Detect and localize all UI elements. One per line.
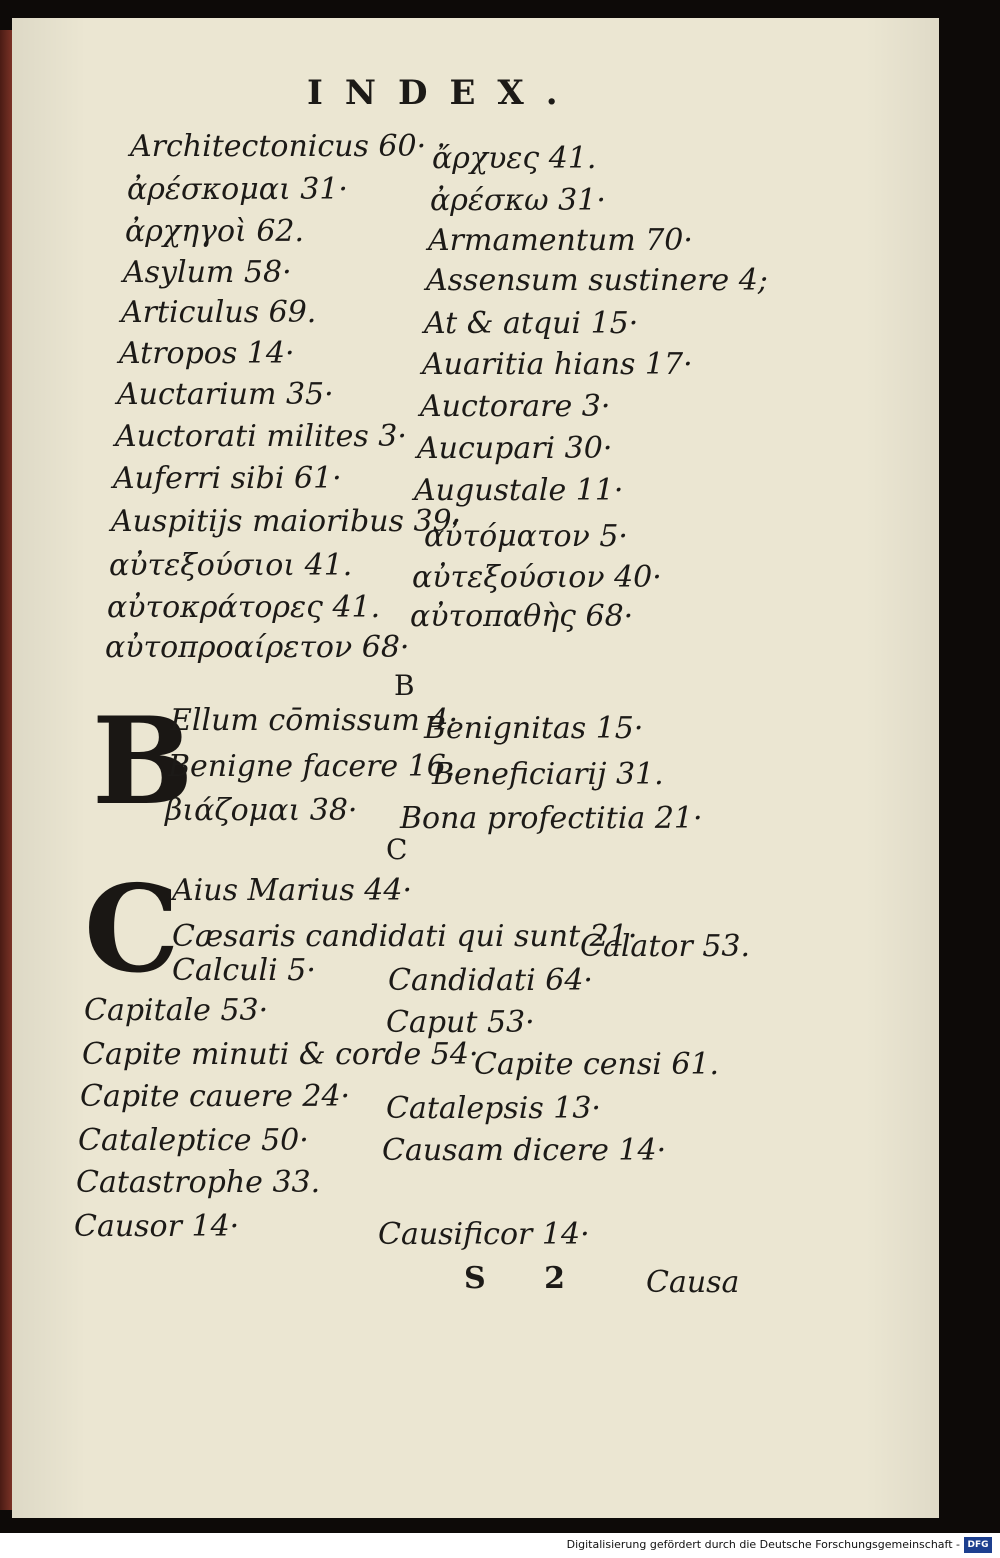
index-entry: αὐτοκράτορες 41. <box>107 590 381 625</box>
credit-text: Digitalisierung gefördert durch die Deutsche Forschungsgemeinschaft - <box>566 1538 960 1551</box>
index-entry: Capite censi 61. <box>474 1047 720 1082</box>
index-entry: Cæsaris candidati qui sunt 21· <box>172 919 638 954</box>
section-letter-b: B <box>394 669 415 702</box>
index-entry: Causificor 14· <box>378 1217 590 1252</box>
index-entry: Benignitas 15· <box>424 711 644 746</box>
index-entry: Bona profectitia 21· <box>400 801 703 836</box>
index-entry: Aucupari 30· <box>417 431 613 466</box>
section-letter-c: C <box>386 833 408 866</box>
index-entry: Causor 14· <box>74 1209 240 1244</box>
index-entry: Auctorare 3· <box>420 389 611 424</box>
index-entry: Articulus 69. <box>121 295 317 330</box>
index-entry: ἄρχυες 41. <box>432 141 597 176</box>
index-entry: ἀρέσκομαι 31· <box>127 172 348 207</box>
index-entry: Atropos 14· <box>119 336 295 371</box>
digitization-footer <box>0 1533 1000 1558</box>
index-entry: αὐτοπροαίρετον 68· <box>105 630 410 665</box>
index-entry: Caput 53· <box>386 1005 535 1040</box>
index-entry: Auctorati milites 3· <box>115 419 407 454</box>
index-entry: αὐτεξούσιοι 41. <box>109 548 353 583</box>
page-title: INDEX. <box>307 73 580 113</box>
index-entry: Armamentum 70· <box>428 223 693 258</box>
index-entry: αὐτοπαθὴς 68· <box>410 599 634 634</box>
index-entry: Ellum cōmissum 4· <box>170 703 459 738</box>
book-binding-edge <box>0 30 12 1510</box>
index-entry: Capite minuti & corde 54· <box>82 1037 479 1072</box>
index-entry: Calculi 5· <box>172 953 316 988</box>
index-entry: αὐτόματον 5· <box>424 519 628 554</box>
index-entry: αὐτεξούσιον 40· <box>412 560 662 595</box>
index-entry: Candidati 64· <box>388 963 593 998</box>
index-entry: ἀρχηγοὶ 62. <box>125 214 305 249</box>
index-entry: Catalepsis 13· <box>386 1091 601 1126</box>
index-entry: Augustale 11· <box>414 473 624 508</box>
drop-cap-b: B <box>92 691 194 832</box>
signature-mark: S 2 <box>464 1261 565 1296</box>
index-entry: Calator 53. <box>580 929 751 964</box>
index-entry: Architectonicus 60· <box>130 129 427 164</box>
index-entry: Beneficiarij 31. <box>432 757 664 792</box>
index-entry: Auctarium 35· <box>117 377 334 412</box>
index-entry: Asylum 58· <box>123 255 292 290</box>
index-entry: Aius Marius 44· <box>172 873 413 908</box>
index-entry: Capitale 53· <box>84 993 269 1028</box>
book-page <box>12 18 939 1518</box>
index-entry: Causam dicere 14· <box>382 1133 667 1168</box>
catchword: Causa <box>646 1265 740 1300</box>
index-entry: Catastrophe 33. <box>76 1165 321 1200</box>
index-entry: Benigne facere 16. <box>168 749 456 784</box>
index-entry: Capite cauere 24· <box>80 1079 351 1114</box>
index-entry: Auferri sibi 61· <box>113 461 342 496</box>
index-entry: Auaritia hians 17· <box>422 347 693 382</box>
drop-cap-c: C <box>84 859 180 1000</box>
index-entry: βιάζομαι 38· <box>165 793 358 828</box>
index-entry: ἀρέσκω 31· <box>430 183 606 218</box>
dfg-logo: DFG <box>964 1537 992 1553</box>
index-entry: Assensum sustinere 4; <box>426 263 768 298</box>
index-entry: At & atqui 15· <box>424 306 639 341</box>
index-entry: Auspitijs maioribus 39· <box>111 504 462 539</box>
index-entry: Cataleptice 50· <box>78 1123 309 1158</box>
